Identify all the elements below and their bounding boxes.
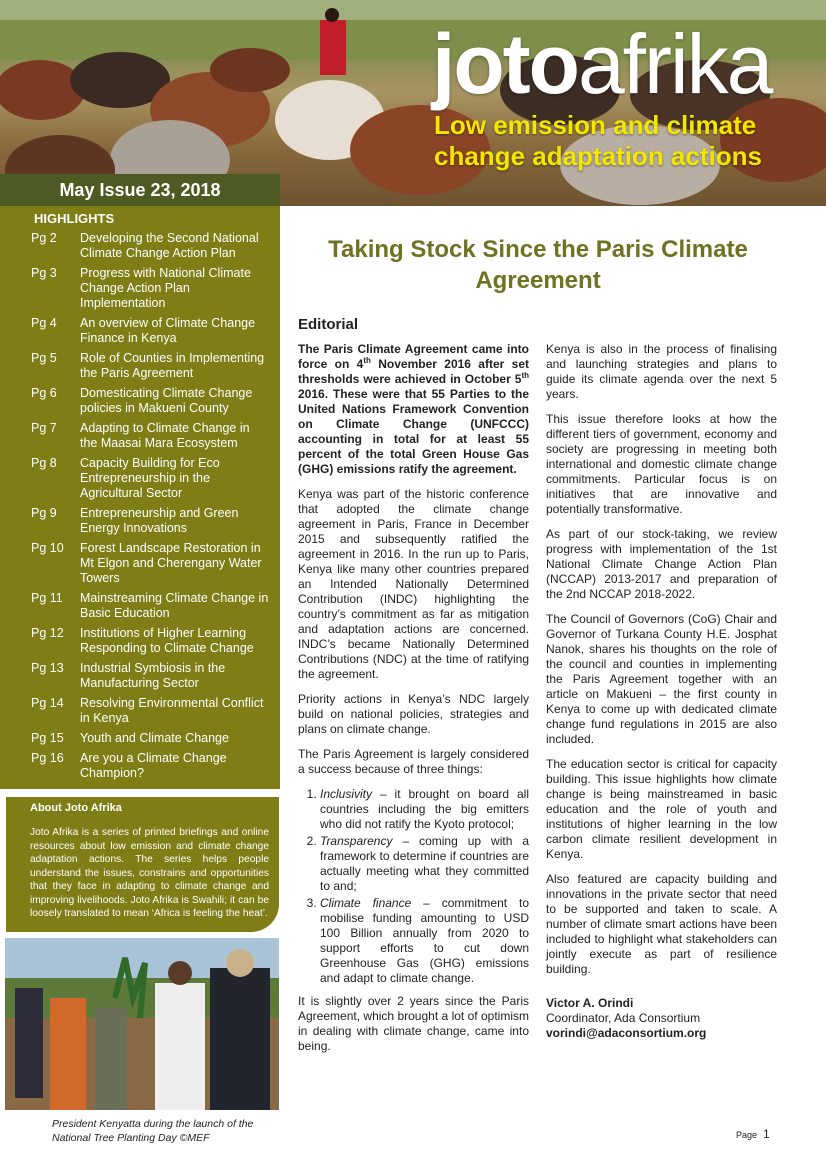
- highlight-page: Pg 15: [31, 731, 64, 745]
- highlights-panel: [0, 206, 280, 789]
- issue-label: May Issue 23, 2018: [0, 174, 280, 206]
- success-list-item: 2. Transparency – coming up with a framework to determine if countries are actually meeting what they committed to and;: [320, 834, 529, 894]
- paragraph: The Council of Governors (CoG) Chair and Governor of Turkana County H.E. Josphat Nanok, shares his thoughts on the role of the council and counties in implementing the Paris Agreement together with an article on Makueni – the first county in Kenya to come up with dedicated climate change fund regulations in 2015 are also included.: [546, 612, 777, 746]
- highlight-item: [0, 506, 280, 536]
- tagline: Low emission and climate change adaptation actions: [434, 110, 762, 171]
- about-box: [6, 797, 279, 932]
- highlight-text: Institutions of Higher Learning Responding to Climate Change: [80, 626, 254, 655]
- highlight-text: Capacity Building for Eco Entrepreneurship in the Agricultural Sector: [80, 456, 220, 500]
- highlight-item: [0, 696, 280, 726]
- highlight-text: Role of Counties in Implementing the Paris Agreement: [80, 351, 265, 380]
- highlight-page: Pg 13: [31, 661, 64, 675]
- highlight-page: Pg 5: [31, 351, 57, 365]
- highlight-item: [0, 316, 280, 346]
- highlight-text: Adapting to Climate Change in the Maasai Mara Ecosystem: [80, 421, 250, 450]
- highlight-item: [0, 231, 280, 261]
- about-body: Joto Afrika is a series of printed briefings and online resources about low emission and climate change adaptation actions. The series helps people understand the issues, constrains and opportunities that they face in adapting to climate change and improving livelihoods. Joto Afrika is Swahili; it can be loosely translated to mean ‘Africa is feeling the heat’.: [30, 827, 269, 919]
- highlight-page: Pg 10: [31, 541, 64, 555]
- paragraph: Kenya is also in the process of finalising and launching strategies and plans to guide its climate agenda over the next 5 years.: [546, 342, 777, 401]
- page-number: Page 1: [736, 1127, 770, 1141]
- highlight-item: [0, 266, 280, 311]
- photo-caption: President Kenyatta during the launch of the National Tree Planting Day ©MEF: [52, 1118, 254, 1144]
- highlight-page: Pg 11: [31, 591, 63, 605]
- highlight-item: [0, 351, 280, 381]
- highlight-text: Forest Landscape Restoration in Mt Elgon and Cherengany Water Towers: [80, 541, 262, 585]
- highlight-item: [0, 421, 280, 451]
- highlight-page: Pg 16: [31, 751, 64, 765]
- masthead-banner: [0, 0, 826, 206]
- highlight-text: Resolving Environmental Conflict in Kenya: [80, 696, 264, 725]
- highlight-text: Developing the Second National Climate Change Action Plan: [80, 231, 259, 260]
- about-title: About Joto Afrika: [30, 802, 122, 814]
- paragraph: It is slightly over 2 years since the Paris Agreement, which brought a lot of optimism in dealing with climate change, came into being.: [298, 994, 529, 1053]
- success-list: [298, 787, 529, 986]
- highlights-title: HIGHLIGHTS: [34, 211, 115, 226]
- brand-logo: jotoafrika: [432, 17, 772, 111]
- author-name: Victor A. Orindi: [546, 996, 634, 1010]
- highlight-text: An overview of Climate Change Finance in Kenya: [80, 316, 256, 345]
- paragraph: Priority actions in Kenya’s NDC largely build on national policies, strategies and plans on climate change.: [298, 692, 529, 736]
- highlight-text: Progress with National Climate Change Action Plan Implementation: [80, 266, 251, 310]
- paragraph: The education sector is critical for capacity building. This issue highlights how climate change is being mainstreamed in basic education and the role of youth and institutions of higher learning in the low carbon climate resilient development in Kenya.: [546, 757, 777, 861]
- article-headline: Taking Stock Since the Paris Climate Agreement: [328, 236, 748, 294]
- highlight-item: [0, 541, 280, 586]
- highlight-item: [0, 626, 280, 656]
- highlight-page: Pg 7: [31, 421, 57, 435]
- highlight-item: [0, 456, 280, 501]
- highlight-item: [0, 386, 280, 416]
- author-role: Coordinator, Ada Consortium: [546, 1011, 701, 1025]
- highlight-page: Pg 12: [31, 626, 64, 640]
- paragraph: Kenya was part of the historic conference that adopted the climate change agreement in Paris, France in December 2015 and subsequently ratified the agreement in 2016. In the run up to Paris, Kenya like many other countries prepared an Intended Nationally Determined Contribution (INDC) highlighting the country’s commitment as far as mitigation and adaptation actions are concerned. INDC’s became Nationally Determined Contributions (NDC) at the time of ratifying the agreement.: [298, 487, 529, 681]
- article-column-2: [546, 342, 777, 987]
- lead-paragraph: The Paris Climate Agreement came into force on 4th November 2016 after set thresholds were achieved in October 5th 2016. These were that 55 Parties to the United Nations Framework Convention on Climate Change (UNFCCC) accounting in total for at least 55 percent of the total Green House Gas (GHG) emissions ratify the agreement.: [298, 342, 529, 476]
- highlight-text: Mainstreaming Climate Change in Basic Education: [80, 591, 269, 620]
- highlight-item: [0, 591, 280, 621]
- highlight-page: Pg 3: [31, 266, 57, 280]
- paragraph: As part of our stock-taking, we review progress with implementation of the 1st National Climate Change Action Plan (NCCAP) 2013-2017 and preparation of the 2nd NCCAP 2018-2022.: [546, 527, 777, 601]
- highlight-page: Pg 4: [31, 316, 57, 330]
- highlight-item: [0, 731, 280, 746]
- highlight-text: Industrial Symbiosis in the Manufacturing Sector: [80, 661, 226, 690]
- tree-planting-photo: [5, 938, 279, 1110]
- author-email: vorindi@adaconsortium.org: [546, 1026, 707, 1040]
- section-title: Editorial: [298, 316, 359, 333]
- signature: [546, 996, 706, 1041]
- highlight-page: Pg 14: [31, 696, 64, 710]
- paragraph: Also featured are capacity building and innovations in the private sector that need to be supported and taken to scale. A number of climate smart actions have been included to highlight what stakeholders can jointly execute as part of resilience building.: [546, 872, 777, 976]
- highlight-page: Pg 9: [31, 506, 57, 520]
- success-list-item: 3. Climate finance – commitment to mobilise funding amounting to USD 100 Billion annually from 2020 to support efforts to cut down Greenhouse Gas (GHG) emissions and adapt to climate change.: [320, 896, 529, 986]
- highlight-text: Are you a Climate Change Champion?: [80, 751, 227, 780]
- success-list-item: 1. Inclusivity – it brought on board all countries including the big emitters who did not ratify the Kyoto protocol;: [320, 787, 529, 832]
- highlight-page: Pg 2: [31, 231, 57, 245]
- highlight-page: Pg 8: [31, 456, 57, 470]
- highlight-text: Domesticating Climate Change policies in Makueni County: [80, 386, 253, 415]
- highlights-list: [0, 231, 280, 786]
- highlight-item: [0, 751, 280, 781]
- article-column-1: [298, 342, 529, 1064]
- paragraph: This issue therefore looks at how the different tiers of government, economy and society are progressing in meeting both international and domestic climate change commitments. Particular focus is on initiatives that are innovative and potentially transformative.: [546, 412, 777, 516]
- highlight-text: Youth and Climate Change: [80, 731, 229, 745]
- highlight-text: Entrepreneurship and Green Energy Innovations: [80, 506, 239, 535]
- highlight-page: Pg 6: [31, 386, 57, 400]
- paragraph: The Paris Agreement is largely considered a success because of three things:: [298, 747, 529, 776]
- highlight-item: [0, 661, 280, 691]
